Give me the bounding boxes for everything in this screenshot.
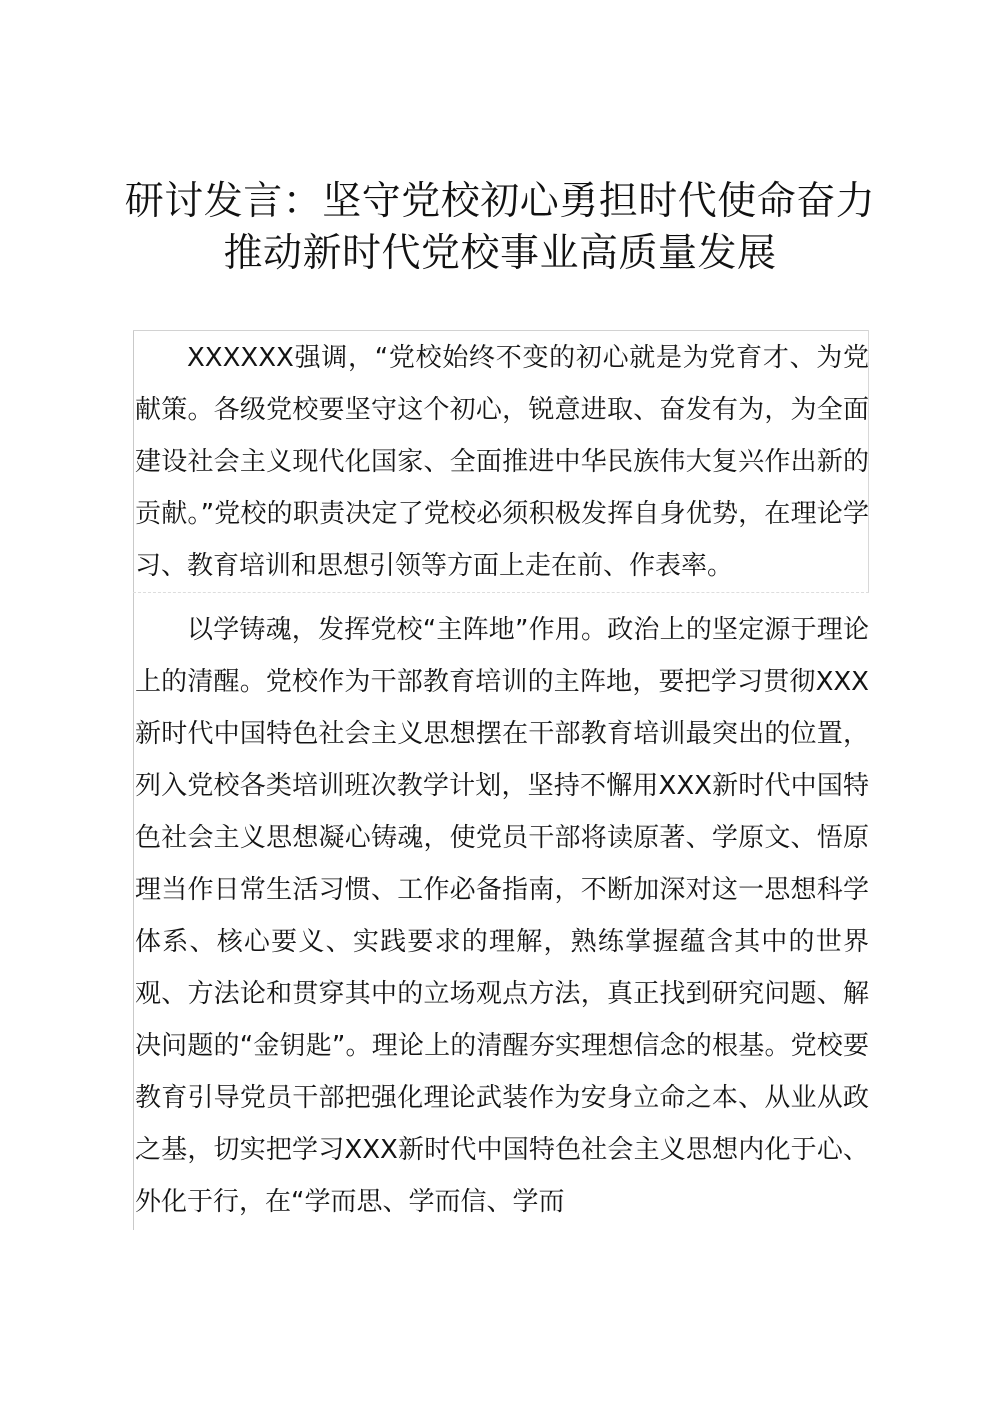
body-frame-top-border	[133, 330, 869, 331]
paragraph-intro: XXXXXX强调，“党校始终不变的初心就是为党育才、为党献策。各级党校要坚守这个初心，锐意进取、奋发有为，为全面建设社会主义现代化国家、全面推进中华民族伟大复兴作出新的贡献。”党校的职责决定了党校必须积极发挥自身优势，在理论学习、教育培训和思想引领等方面上走在前、作表率。	[135, 343, 869, 581]
document-title: 研讨发言：坚守党校初心勇担时代使命奋力推动新时代党校事业高质量发展	[124, 179, 876, 276]
paragraph-divider	[133, 592, 869, 593]
paragraph-study-soul: 以学铸魂，发挥党校“主阵地”作用。政治上的坚定源于理论上的清醒。党校作为干部教育培训的主阵地，要把学习贯彻XXX新时代中国特色社会主义思想摆在干部教育培训最突出的位置，列入党校各类培训班次教学计划，坚持不懈用XXX新时代中国特色社会主义思想凝心铸魂，使党员干部将读原著、学原文、悟原理当作日常生活习惯、工作必备指南，不断加深对这一思想科学体系、核心要义、实践要求的理解，熟练掌握蕴含其中的世界观、方法论和贯穿其中的立场观点方法，真正找到研究问题、解决问题的“金钥匙”。理论上的清醒夯实理想信念的根基。党校要教育引导党员干部把强化理论武装作为安身立命之本、从业从政之基，切实把学习XXX新时代中国特色社会主义思想内化于心、外化于行，在“学而思、学而信、学而	[135, 615, 869, 1217]
